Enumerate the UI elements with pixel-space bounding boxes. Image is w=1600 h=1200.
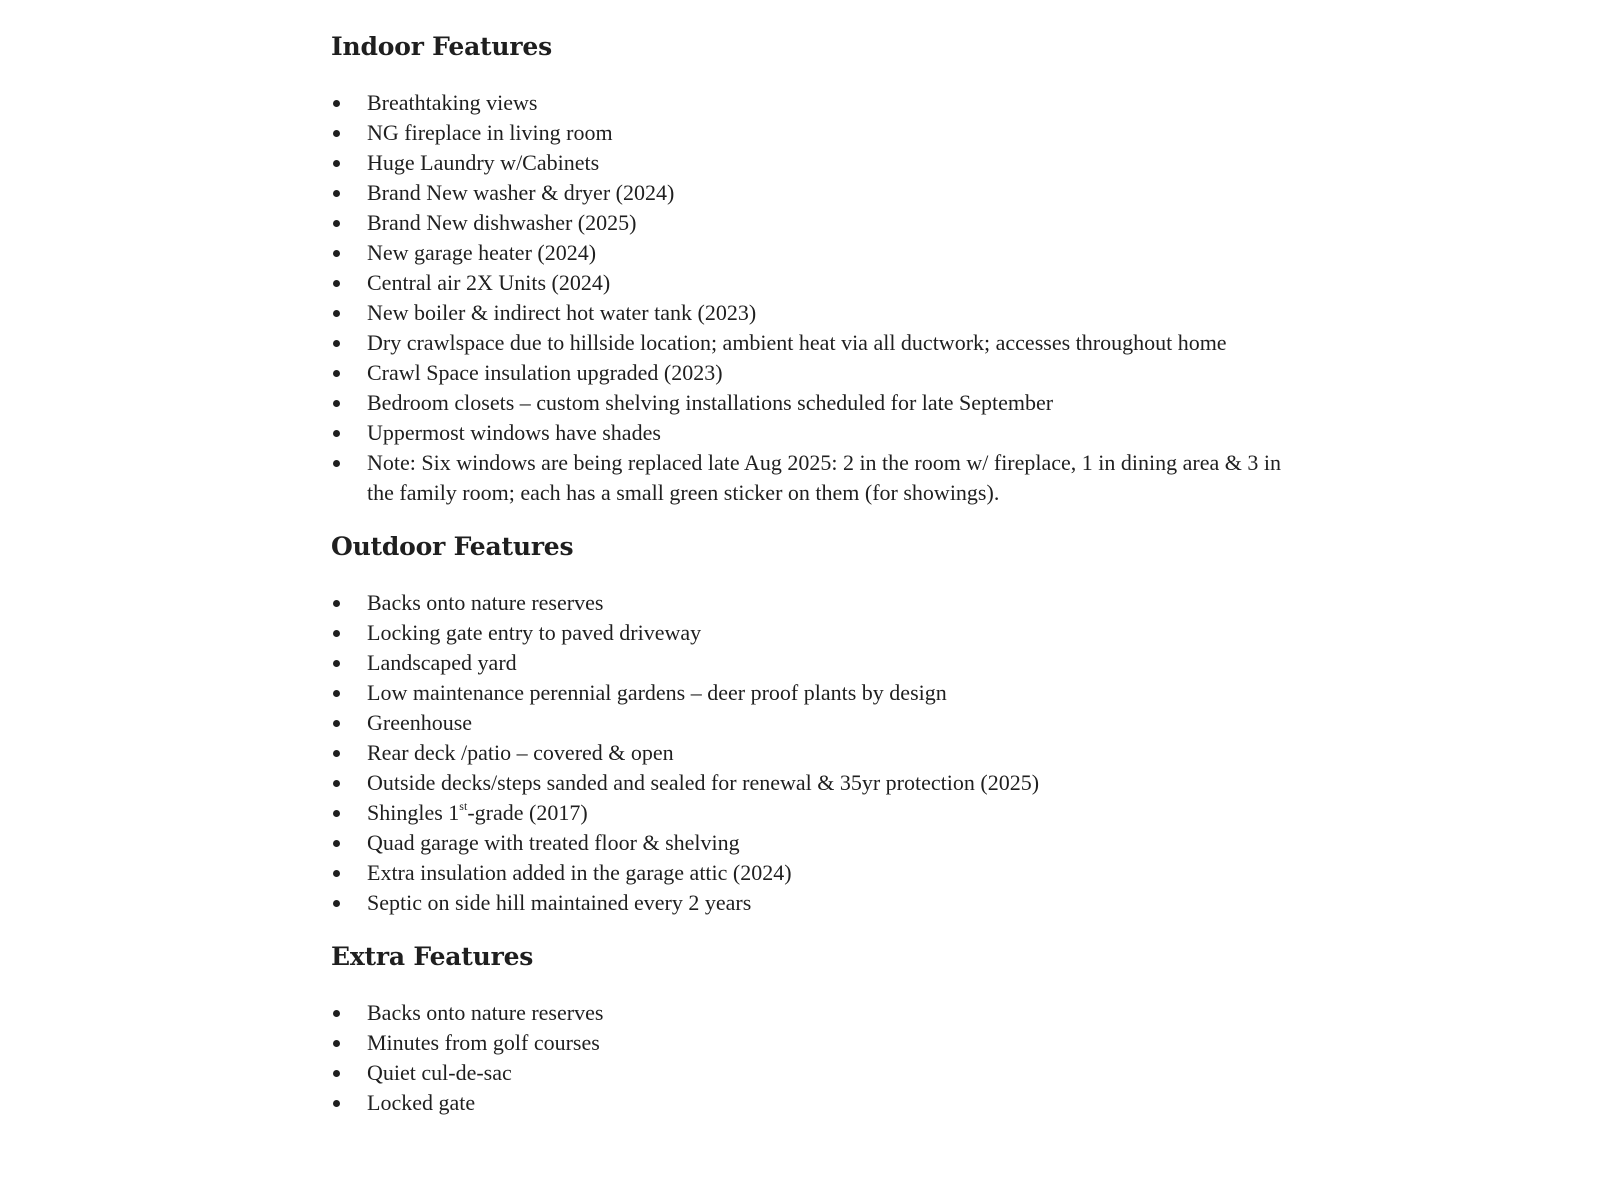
list-item-text: Breathtaking views xyxy=(367,90,538,115)
list-item-text: Extra insulation added in the garage attic (2024) xyxy=(367,860,792,885)
bullet-icon xyxy=(333,1010,340,1017)
list-item-text: Brand New dishwasher (2025) xyxy=(367,210,637,235)
list-item-text: Brand New washer & dryer (2024) xyxy=(367,180,675,205)
outdoor-features-section xyxy=(331,530,1291,918)
bullet-icon xyxy=(333,100,340,107)
list-item-text: New garage heater (2024) xyxy=(367,240,597,265)
bullet-icon xyxy=(333,220,340,227)
list-item-text: Backs onto nature reserves xyxy=(367,1000,604,1025)
list-item-text: NG fireplace in living room xyxy=(367,120,613,145)
list-item xyxy=(331,618,1291,648)
extra-features-list xyxy=(331,998,1291,1118)
bullet-icon xyxy=(333,190,340,197)
outdoor-features-heading: Outdoor Features xyxy=(331,532,574,561)
bullet-icon xyxy=(333,720,340,727)
bullet-icon xyxy=(333,160,340,167)
list-item xyxy=(331,448,1291,508)
list-item-text: Crawl Space insulation upgraded (2023) xyxy=(367,360,723,385)
shingles-suffix: -grade (2017) xyxy=(467,800,588,825)
list-item-text: Locked gate xyxy=(367,1090,476,1115)
list-item xyxy=(331,268,1291,298)
list-item xyxy=(331,328,1291,358)
bullet-icon xyxy=(333,280,340,287)
bullet-icon xyxy=(333,400,340,407)
bullet-icon xyxy=(333,130,340,137)
bullet-icon xyxy=(333,780,340,787)
outdoor-features-list xyxy=(331,588,1291,918)
list-item xyxy=(331,1028,1291,1058)
bullet-icon xyxy=(333,250,340,257)
list-item-text: Minutes from golf courses xyxy=(367,1030,600,1055)
list-item-text: Outside decks/steps sanded and sealed for renewal & 35yr protection (2025) xyxy=(367,770,1040,795)
extra-features-heading: Extra Features xyxy=(331,942,534,971)
list-item xyxy=(331,648,1291,678)
list-item xyxy=(331,998,1291,1028)
list-item-text: Greenhouse xyxy=(367,710,473,735)
list-item-text: Bedroom closets – custom shelving installations scheduled for late September xyxy=(367,390,1054,415)
list-item xyxy=(331,88,1291,118)
list-item xyxy=(331,118,1291,148)
bullet-icon xyxy=(333,460,340,467)
list-item-text: Rear deck /patio – covered & open xyxy=(367,740,674,765)
list-item xyxy=(331,148,1291,178)
shingles-ordinal: st xyxy=(459,798,468,813)
bullet-icon xyxy=(333,600,340,607)
list-item xyxy=(331,388,1291,418)
indoor-features-heading: Indoor Features xyxy=(331,32,552,61)
list-item xyxy=(331,768,1291,798)
list-item-text: New boiler & indirect hot water tank (2023) xyxy=(367,300,757,325)
indoor-features-section xyxy=(331,30,1291,508)
bullet-icon xyxy=(333,430,340,437)
list-item-text: Note: Six windows are being replaced late Aug 2025: 2 in the room w/ fireplace, 1 in dining area & 3 in the family room; each has a small green sticker on them (for showings). xyxy=(367,450,1281,505)
list-item-text: Septic on side hill maintained every 2 years xyxy=(367,890,752,915)
list-item xyxy=(331,418,1291,448)
bullet-icon xyxy=(333,810,340,817)
list-item xyxy=(331,588,1291,618)
list-item xyxy=(331,708,1291,738)
list-item-text: Huge Laundry w/Cabinets xyxy=(367,150,600,175)
list-item xyxy=(331,238,1291,268)
bullet-icon xyxy=(333,690,340,697)
list-item xyxy=(331,738,1291,768)
bullet-icon xyxy=(333,1070,340,1077)
list-item-text: Dry crawlspace due to hillside location; ambient heat via all ductwork; accesses throughout home xyxy=(367,330,1227,355)
bullet-icon xyxy=(333,630,340,637)
list-item xyxy=(331,828,1291,858)
indoor-features-list xyxy=(331,88,1291,508)
list-item-text: Central air 2X Units (2024) xyxy=(367,270,611,295)
list-item xyxy=(331,1058,1291,1088)
bullet-icon xyxy=(333,900,340,907)
bullet-icon xyxy=(333,870,340,877)
list-item-text: Locking gate entry to paved driveway xyxy=(367,620,702,645)
list-item xyxy=(331,858,1291,888)
list-item-text: Landscaped yard xyxy=(367,650,517,675)
list-item-text: Quad garage with treated floor & shelving xyxy=(367,830,740,855)
list-item xyxy=(331,358,1291,388)
list-item-text: Quiet cul-de-sac xyxy=(367,1060,512,1085)
list-item xyxy=(331,678,1291,708)
bullet-icon xyxy=(333,1040,340,1047)
list-item xyxy=(331,888,1291,918)
document-page xyxy=(331,30,1291,1118)
bullet-icon xyxy=(333,840,340,847)
list-item-text: Backs onto nature reserves xyxy=(367,590,604,615)
extra-features-section xyxy=(331,940,1291,1118)
shingles-prefix: Shingles 1 xyxy=(367,800,460,825)
list-item-text: Low maintenance perennial gardens – deer proof plants by design xyxy=(367,680,947,705)
list-item xyxy=(331,1088,1291,1118)
bullet-icon xyxy=(333,370,340,377)
list-item-text: Uppermost windows have shades xyxy=(367,420,661,445)
bullet-icon xyxy=(333,750,340,757)
bullet-icon xyxy=(333,310,340,317)
bullet-icon xyxy=(333,660,340,667)
list-item xyxy=(331,178,1291,208)
list-item-shingles xyxy=(331,798,1291,828)
list-item xyxy=(331,298,1291,328)
bullet-icon xyxy=(333,1100,340,1107)
list-item xyxy=(331,208,1291,238)
bullet-icon xyxy=(333,340,340,347)
